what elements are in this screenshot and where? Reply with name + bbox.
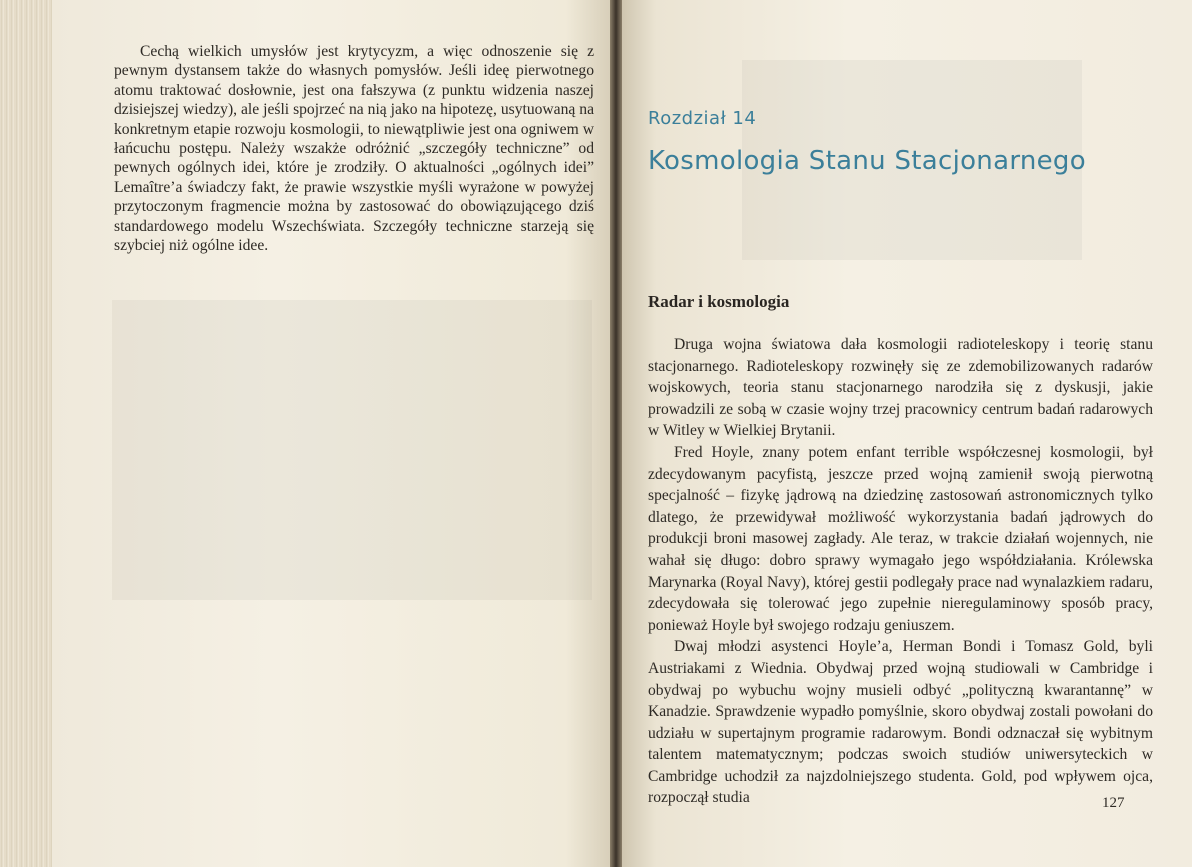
paragraph: Druga wojna światowa dała kosmologii radioteleskopy i teorię stanu stacjonarnego. Radioteleskopy rozwinęły się ze zdemobilizowanych radarów wojskowych, teoria stanu stacjonarnego narodziła się z dyskusji, jakie prowadzili ze sobą w czasie wojny trzej pracownicy centrum badań radarowych w Witley w Wielkiej Brytanii. xyxy=(648,336,1153,440)
bleed-through-shadow xyxy=(112,300,592,600)
paragraph: Fred Hoyle, znany potem enfant terrible współczesnej kosmologii, był zdecydowanym pacyfistą, jeszcze przed wojną zamienił swoją pierwotną specjalność – fizykę jądrową na dziedzinę zastosowań astronomicznych tylko dlatego, że przewidywał możliwość wykorzystania badań jądrowych do produkcji broni masowej zagłady. Ale teraz, w trakcie działań wojennych, nie wahał się długo: dobro sprawy wymagało jego współdziałania. Królewska Marynarka (Royal Navy), której gestii podlegały prace nad wynalazkiem radaru, zdecydowała się tolerować jego zupełnie nieregulaminowy sposób pracy, ponieważ Hoyle był swojego rodzaju geniuszem. xyxy=(648,443,1153,634)
left-page xyxy=(52,0,610,867)
paragraph: Cechą wielkich umysłów jest krytycyzm, a więc odnoszenie się z pewnym dystansem także do własnych pomysłów. Jeśli ideę pierwotnego atomu traktować dosłownie, jest ona fałszywa (z punktu widzenia naszej dzisiejszej wiedzy), ale jeśli spojrzeć na nią jako na hipotezę, usytuowaną na konkretnym etapie rozwoju kosmologii, to niewątpliwie jest ona ogniwem w łańcuchu postępu. Należy wszakże odróżnić „szczegóły techniczne” od pewnych ogólnych idei, które je zrodziły. O aktualności „ogólnych idei” Lemaître’a świadczy fakt, że prawie wszystkie myśli wyrażone w powyżej przytoczonym fragmencie można by zastosować do obowiązującego dziś standardowego modelu Wszechświata. Szczegóły techniczne starzeją się szybciej niż ogólne idee. xyxy=(114,43,594,255)
page-edges xyxy=(0,0,52,867)
chapter-label: Rozdział 14 xyxy=(648,108,757,129)
page-number: 127 xyxy=(1102,795,1125,811)
chapter-title: Kosmologia Stanu Stacjonarnego xyxy=(648,146,1086,176)
section-heading: Radar i kosmologia xyxy=(648,292,790,311)
right-page xyxy=(622,0,1192,867)
paragraph: Dwaj młodzi asystenci Hoyle’a, Herman Bondi i Tomasz Gold, byli Austriakami z Wiednia. Obydwaj przed wojną studiowali w Cambridge i obydwaj po wybuchu wojny musieli odbyć „polityczną kwarantannę” w Kanadzie. Sprawdzenie wypadło pomyślnie, skoro obydwaj zostali powołani do udziału w supertajnym programie radarowym. Bondi odznaczał się wybitnym talentem matematycznym; podczas swoich studiów uniwersyteckich w Cambridge uchodził za najzdolniejszego studenta. Gold, pod wpływem ojca, rozpoczął studia xyxy=(648,638,1153,807)
right-page-text xyxy=(648,334,1153,809)
book-gutter xyxy=(610,0,622,867)
left-page-text xyxy=(114,42,594,255)
